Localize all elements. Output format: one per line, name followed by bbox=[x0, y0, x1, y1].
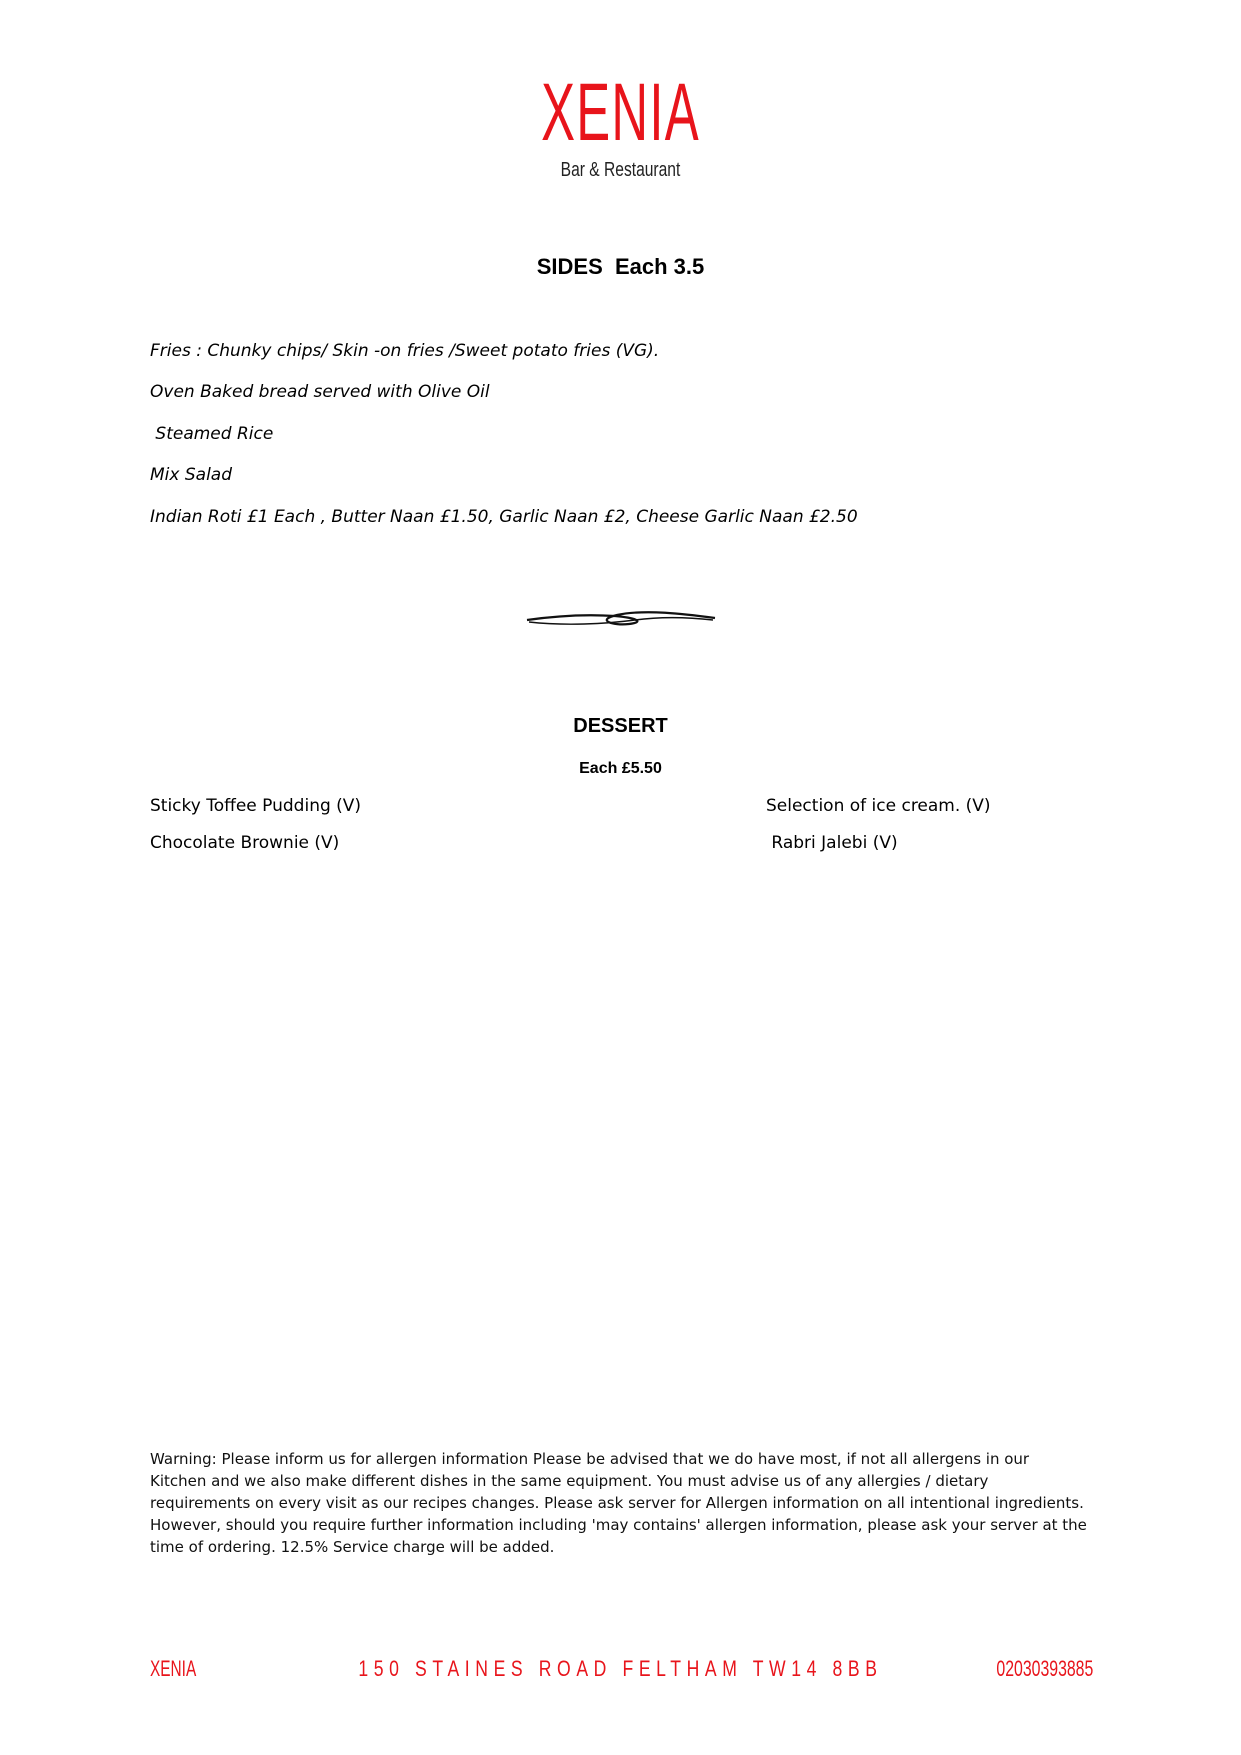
brand-logo: XENIA bbox=[541, 67, 700, 158]
side-item: Steamed Rice bbox=[150, 424, 274, 444]
dessert-item: Selection of ice cream. (V) bbox=[766, 796, 991, 816]
dessert-price: Each £5.50 bbox=[579, 760, 662, 777]
footer-phone: 02030393885 bbox=[996, 1656, 1094, 1681]
brand-tagline: Bar & Restaurant bbox=[560, 159, 681, 181]
footer-address: 150 STAINES ROAD FELTHAM TW14 8BB bbox=[358, 1656, 883, 1681]
ornament-divider-icon bbox=[525, 608, 717, 630]
side-item: Fries : Chunky chips/ Skin -on fries /Sweet potato fries (VG). bbox=[150, 341, 660, 361]
dessert-heading: DESSERT bbox=[573, 715, 668, 737]
dessert-item: Rabri Jalebi (V) bbox=[766, 833, 898, 853]
side-item: Indian Roti £1 Each , Butter Naan £1.50, Garlic Naan £2, Cheese Garlic Naan £2.50 bbox=[150, 507, 858, 527]
side-item: Mix Salad bbox=[150, 465, 232, 485]
dessert-item: Sticky Toffee Pudding (V) bbox=[150, 796, 362, 816]
sides-heading: SIDES Each 3.5 bbox=[536, 254, 705, 279]
side-item: Oven Baked bread served with Olive Oil bbox=[150, 382, 490, 402]
dessert-item: Chocolate Brownie (V) bbox=[150, 833, 340, 853]
footer-brand: XENIA bbox=[150, 1656, 197, 1681]
allergen-warning: Warning: Please inform us for allergen information Please be advised that we do have most, if not all allergens in our Kitchen and we also make different dishes in the same equipment. You must advise us of any allergies / dietary requirements on every visit as our recipes changes. Please ask server for Allergen information on all intentional ingredients. However, should you require further information including 'may contains' allergen information, please ask your server at the time of ordering. 12.5% Service charge will be added. bbox=[150, 1450, 1087, 1556]
